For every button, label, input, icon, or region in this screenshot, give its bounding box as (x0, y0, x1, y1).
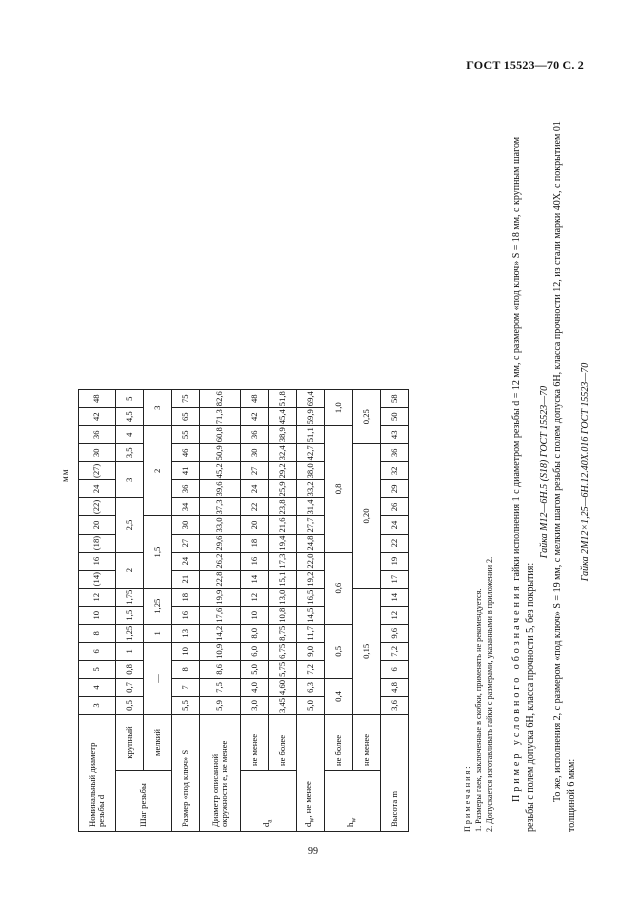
diameter-cell: 48 (79, 390, 116, 408)
da-min-cell: 18 (241, 534, 269, 552)
da-max-cell: 13,0 (269, 588, 297, 606)
e-label: Диаметр описанной окружности e, не менее (200, 715, 241, 832)
min-label: не менее (353, 715, 381, 771)
dw-cell: 5,0 (297, 696, 325, 714)
diameter-cell: 42 (79, 408, 116, 426)
e-cell: 60,8 (200, 426, 241, 444)
max-label: не более (269, 715, 297, 771)
hw-min-cell: 0,20 (353, 444, 381, 588)
da-max-cell: 15,1 (269, 570, 297, 588)
diameter-cell: 24 (79, 480, 116, 498)
coarse-pitch-cell: 3,5 (116, 444, 144, 462)
da-max-cell: 23,8 (269, 498, 297, 516)
e-cell: 82,6 (200, 390, 241, 408)
m-cell: 29 (381, 480, 409, 498)
fine-pitch-cell: 3 (144, 390, 172, 426)
dw-cell: 9,0 (297, 642, 325, 660)
dw-cell: 69,4 (297, 390, 325, 408)
table-row (297, 390, 325, 832)
dw-cell: 22,0 (297, 552, 325, 570)
coarse-pitch-cell: 4 (116, 426, 144, 444)
m-cell: 26 (381, 498, 409, 516)
m-cell: 43 (381, 426, 409, 444)
hw-max-cell: 0,4 (325, 678, 353, 714)
s-cell: 18 (172, 588, 200, 606)
coarse-pitch-cell: 2,5 (116, 498, 144, 552)
s-cell: 65 (172, 408, 200, 426)
m-cell: 36 (381, 444, 409, 462)
notes-heading: Примечания: (463, 764, 472, 832)
da-min-cell: 48 (241, 390, 269, 408)
m-cell: 50 (381, 408, 409, 426)
e-cell: 10,9 (200, 642, 241, 660)
da-min-cell: 8,0 (241, 624, 269, 642)
diameter-cell: 6 (79, 642, 116, 660)
hw-max-cell: 1,0 (325, 390, 353, 426)
coarse-pitch-cell: 1,25 (116, 624, 144, 642)
dw-cell: 27,7 (297, 516, 325, 534)
da-min-cell: 24 (241, 480, 269, 498)
m-cell: 7,2 (381, 642, 409, 660)
da-max-cell: 4,60 (269, 678, 297, 696)
rotated-content (60, 112, 591, 832)
diameter-cell: 5 (79, 660, 116, 678)
da-min-cell: 12 (241, 588, 269, 606)
s-cell: 16 (172, 606, 200, 624)
m-cell: 14 (381, 588, 409, 606)
e-cell: 19,9 (200, 588, 241, 606)
m-cell: 4,8 (381, 678, 409, 696)
da-min-cell: 22 (241, 498, 269, 516)
e-cell: 39,6 (200, 480, 241, 498)
m-cell: 32 (381, 462, 409, 480)
dw-cell: 16,5 (297, 588, 325, 606)
da-min-cell: 4,0 (241, 678, 269, 696)
e-cell: 29,6 (200, 534, 241, 552)
da-symbol-sub: a (265, 819, 274, 823)
fine-pitch-cell: 1,25 (144, 588, 172, 624)
dw-symbol-sub: w (307, 817, 316, 823)
table-row (116, 390, 144, 832)
coarse-pitch-cell: 1,5 (116, 606, 144, 624)
diameter-cell: 10 (79, 606, 116, 624)
m-label: Высота m (381, 715, 409, 832)
s-label: Размер «под ключ» S (172, 715, 200, 832)
da-max-cell: 10,8 (269, 606, 297, 624)
table-row (325, 390, 353, 832)
designation-example (510, 112, 593, 832)
s-cell: 36 (172, 480, 200, 498)
da-max-cell: 51,8 (269, 390, 297, 408)
example-text-1: гайки исполнения 1 с диаметром резьбы d = 12 мм, с размером «под ключ» S = 18 мм, с крупным шагом резьбы с полем допуска 6H, класса прочности 5, без покрытия: (511, 136, 536, 832)
coarse-label: крупный (116, 715, 144, 771)
da-min-cell: 6,0 (241, 642, 269, 660)
da-max-cell: 38,9 (269, 426, 297, 444)
dimensions-table (78, 389, 409, 832)
da-max-cell: 3,45 (269, 696, 297, 714)
dw-cell: 51,1 (297, 426, 325, 444)
e-cell: 71,3 (200, 408, 241, 426)
s-cell: 8 (172, 660, 200, 678)
pitch-label: Шаг резьбы (116, 771, 172, 832)
da-max-cell: 6,75 (269, 642, 297, 660)
fine-pitch-cell: 2 (144, 426, 172, 516)
s-cell: 34 (172, 498, 200, 516)
e-cell: 14,2 (200, 624, 241, 642)
da-max-cell: 25,9 (269, 480, 297, 498)
diameter-cell: (18) (79, 534, 116, 552)
table-head-label: Номинальный диаметр резьбы d (79, 715, 116, 832)
s-cell: 41 (172, 462, 200, 480)
da-max-cell: 17,3 (269, 552, 297, 570)
note-item: 2. Допускается изготавливать гайки с размерами, указанными в приложении 2. (485, 556, 495, 832)
m-cell: 12 (381, 606, 409, 624)
fine-pitch-cell: — (144, 642, 172, 714)
hw-max-cell: 0,5 (325, 624, 353, 678)
hw-max-cell: 0,6 (325, 552, 353, 624)
e-cell: 26,2 (200, 552, 241, 570)
hw-min-cell: 0,25 (353, 390, 381, 444)
diameter-cell: 4 (79, 678, 116, 696)
diameter-cell: 8 (79, 624, 116, 642)
table-row (200, 390, 241, 832)
e-cell: 50,9 (200, 444, 241, 462)
coarse-pitch-cell: 5 (116, 390, 144, 408)
hw-max-cell: 0,8 (325, 426, 353, 552)
dw-cell: 31,4 (297, 498, 325, 516)
coarse-pitch-cell: 4,5 (116, 408, 144, 426)
note-item: 1. Размеры гаек, заключенные в скобки, применять не рекомендуется. (474, 588, 484, 832)
m-cell: 19 (381, 552, 409, 570)
da-min-cell: 5,0 (241, 660, 269, 678)
fine-pitch-cell: 1 (144, 624, 172, 642)
designation-1: Гайка М12—6H.5 (S18) ГОСТ 15523—70 (538, 385, 550, 559)
s-cell: 7 (172, 678, 200, 696)
dw-cell: 14,5 (297, 606, 325, 624)
diameter-cell: (27) (79, 462, 116, 480)
dw-symbol: d (303, 822, 314, 827)
s-cell: 10 (172, 642, 200, 660)
diameter-cell: (22) (79, 498, 116, 516)
table-row (144, 390, 172, 832)
s-cell: 21 (172, 570, 200, 588)
dw-label (297, 715, 325, 832)
s-cell: 24 (172, 552, 200, 570)
notes (462, 557, 495, 832)
da-label (241, 771, 297, 832)
dw-cell: 6,3 (297, 678, 325, 696)
table-row (79, 390, 116, 832)
dw-cell: 11,7 (297, 624, 325, 642)
diameter-cell: 16 (79, 552, 116, 570)
m-cell: 17 (381, 570, 409, 588)
e-cell: 37,3 (200, 498, 241, 516)
example-paragraph-1 (510, 112, 538, 832)
s-cell: 30 (172, 516, 200, 534)
e-cell: 8,6 (200, 660, 241, 678)
page-number: 99 (308, 846, 318, 857)
table-row (353, 390, 381, 832)
coarse-pitch-cell: 0,7 (116, 678, 144, 696)
s-cell: 27 (172, 534, 200, 552)
coarse-pitch-cell: 3 (116, 462, 144, 498)
designation-2: Гайка 2М12×1,25—6H.12.40Х.016 ГОСТ 15523—70 (579, 362, 591, 582)
hw-min-cell: 0,15 (353, 588, 381, 714)
coarse-pitch-cell: 0,5 (116, 696, 144, 714)
max-label: не более (325, 715, 353, 771)
diameter-cell: 3 (79, 696, 116, 714)
table-row (241, 390, 269, 832)
s-cell: 5,5 (172, 696, 200, 714)
e-cell: 17,6 (200, 606, 241, 624)
s-cell: 46 (172, 444, 200, 462)
da-max-cell: 45,4 (269, 408, 297, 426)
table-row (269, 390, 297, 832)
da-max-cell: 8,75 (269, 624, 297, 642)
diameter-cell: 12 (79, 588, 116, 606)
coarse-pitch-cell: 1 (116, 642, 144, 660)
unit-label: мм (60, 468, 70, 482)
diameter-cell: (14) (79, 570, 116, 588)
coarse-pitch-cell: 2 (116, 552, 144, 588)
diameter-cell: 20 (79, 516, 116, 534)
table-row (172, 390, 200, 832)
e-cell: 7,5 (200, 678, 241, 696)
da-min-cell: 30 (241, 444, 269, 462)
dw-cell: 38,0 (297, 462, 325, 480)
fine-label: мелкий (144, 715, 172, 771)
m-cell: 6 (381, 660, 409, 678)
example-heading: Пример условного обозначения (511, 583, 522, 802)
m-cell: 9,6 (381, 624, 409, 642)
da-min-cell: 3,0 (241, 696, 269, 714)
diameter-cell: 36 (79, 426, 116, 444)
s-cell: 13 (172, 624, 200, 642)
m-cell: 22 (381, 534, 409, 552)
dw-cell: 33,2 (297, 480, 325, 498)
e-cell: 5,9 (200, 696, 241, 714)
dw-cell: 7,2 (297, 660, 325, 678)
da-max-cell: 21,6 (269, 516, 297, 534)
hw-symbol-sub: w (349, 817, 358, 823)
da-max-cell: 32,4 (269, 444, 297, 462)
da-min-cell: 27 (241, 462, 269, 480)
da-min-cell: 20 (241, 516, 269, 534)
da-min-cell: 36 (241, 426, 269, 444)
hw-label (325, 771, 381, 832)
hw-symbol: h (345, 822, 356, 827)
m-cell: 58 (381, 390, 409, 408)
s-cell: 75 (172, 390, 200, 408)
page-header: ГОСТ 15523—70 С. 2 (466, 58, 584, 72)
fine-pitch-cell: 1,5 (144, 516, 172, 588)
da-min-cell: 42 (241, 408, 269, 426)
dw-cell: 24,8 (297, 534, 325, 552)
da-symbol: d (261, 822, 272, 827)
dw-cell: 59,9 (297, 408, 325, 426)
min-label: не менее (241, 715, 269, 771)
dw-cell: 19,2 (297, 570, 325, 588)
da-max-cell: 19,4 (269, 534, 297, 552)
dw-suffix: , не менее (303, 781, 314, 818)
e-cell: 33,0 (200, 516, 241, 534)
e-cell: 45,2 (200, 462, 241, 480)
dw-cell: 42,7 (297, 444, 325, 462)
s-cell: 55 (172, 426, 200, 444)
da-max-cell: 5,75 (269, 660, 297, 678)
da-max-cell: 29,2 (269, 462, 297, 480)
table-row (381, 390, 409, 832)
m-cell: 24 (381, 516, 409, 534)
diameter-cell: 30 (79, 444, 116, 462)
da-min-cell: 16 (241, 552, 269, 570)
coarse-pitch-cell: 0,8 (116, 660, 144, 678)
m-cell: 3,6 (381, 696, 409, 714)
da-min-cell: 14 (241, 570, 269, 588)
da-min-cell: 10 (241, 606, 269, 624)
coarse-pitch-cell: 1,75 (116, 588, 144, 606)
example-paragraph-2: То же, исполнения 2, с размером «под ключ» S = 19 мм, с мелким шагом резьбы с полем допуска 6H, класса прочности 12, из стали марки 40Х, с покрытием 01 толщиной 6 мкм: (552, 121, 578, 832)
e-cell: 22,8 (200, 570, 241, 588)
